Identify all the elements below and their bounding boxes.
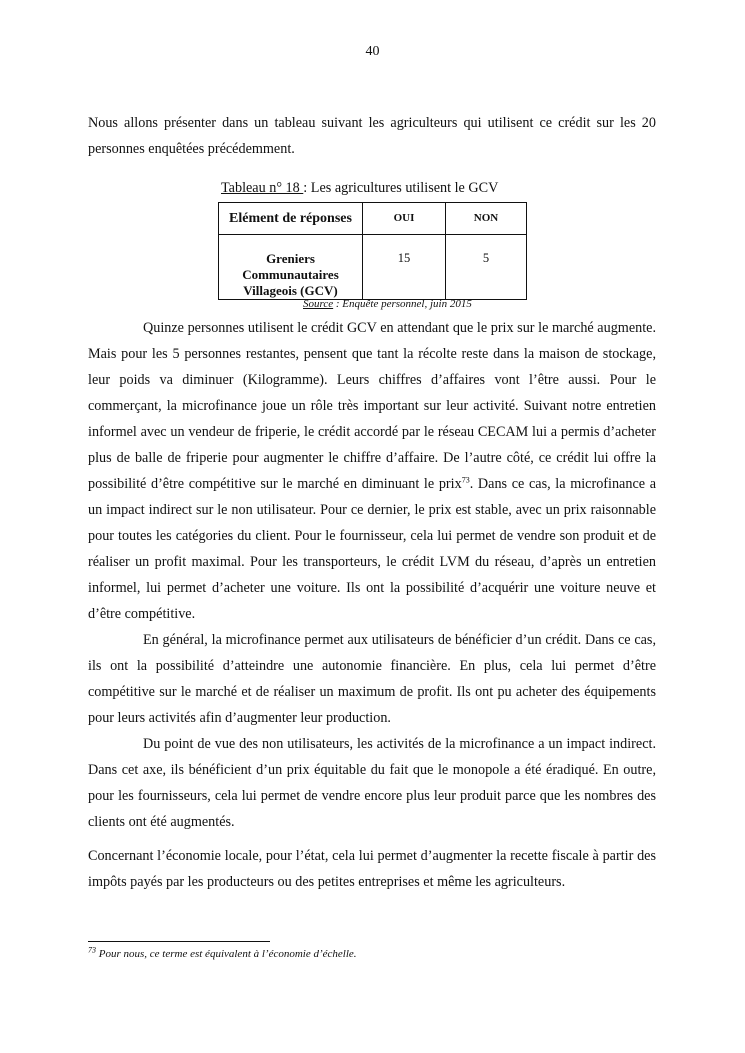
header-oui: OUI	[363, 203, 446, 235]
results-table	[218, 202, 527, 300]
footnote-number: 73	[88, 945, 96, 955]
footnote-separator	[88, 941, 270, 942]
source-text: : Enquête personnel, juin 2015	[333, 298, 472, 310]
paragraph-4: Concernant l’économie locale, pour l’état, cela lui permet d’augmenter la recette fiscale à partir des impôts payés par les producteurs ou des petites entreprises et même les agriculteurs.	[88, 848, 656, 890]
paragraph-1-part-1: Quinze personnes utilisent le crédit GCV en attendant que le prix sur le marché augmente. Mais pour les 5 personnes restantes, pensent que tant la récolte reste dans la maison de stockage, leur poids va diminuer (Kilogramme). Leurs chiffres d’affaires vont l’être aussi. Pour le commerçant, la microfinance joue un rôle très important sur leur activité. Suivant notre entretien informel avec un vendeur de friperie, le crédit accordé par le réseau CECAM lui a permis d’acheter plus de balle de friperie pour augmenter le chiffre d’affaire. De l’autre côté, ce crédit lui offre la possibilité d’être compétitive sur le marché en diminuant le prix	[88, 320, 656, 492]
paragraph-2: En général, la microfinance permet aux utilisateurs de bénéficier d’un crédit. Dans ce cas, ils ont la possibilité d’atteindre une autonomie financière. En plus, cela lui permet d’être compétitive sur le marché et de réaliser un maximum de profit. Ils ont pu acheter des équipements pour leurs activités afin d’augmenter leur production.	[88, 632, 656, 726]
paragraph-3: Du point de vue des non utilisateurs, les activités de la microfinance a un impact indirect. Dans cet axe, ils bénéficient d’un prix équitable du fait que le monopole a été éradiqué. En outre, pour les fournisseurs, cela lui permet de vendre encore plus leur produit parce que les nombres des clients ont été augmentés.	[88, 736, 656, 830]
header-non: NON	[446, 203, 527, 235]
page-number: 40	[365, 44, 380, 59]
table-caption-label: Tableau n° 18	[221, 180, 304, 196]
paragraph-1-part-2: . Dans ce cas, la microfinance a un impact indirect sur le non utilisateur. Pour ce dernier, le prix est stable, avec un prix raisonnable pour toutes les catégories du client. Pour le fournisseur, cela lui permet de vendre son produit et de réaliser un profit maximal. Pour les transporteurs, le crédit LVM du réseau, d’après un entretien informel, lui permet d’acheter une voiture. Ils ont la possibilité d’acquérir une voiture neuve et d’être compétitive.	[88, 476, 656, 622]
header-element: Elément de réponses	[219, 203, 363, 235]
footnote	[88, 945, 357, 960]
paragraph-1	[88, 315, 656, 627]
footnote-reference[interactable]: 73	[461, 475, 470, 485]
footnote-text: Pour nous, ce terme est équivalent à l’économie d’échelle.	[96, 948, 357, 960]
row-oui-value: 15	[363, 235, 446, 300]
table-caption	[221, 180, 498, 197]
table-row	[219, 235, 527, 300]
table-source	[303, 298, 472, 310]
row-non-value: 5	[446, 235, 527, 300]
table-header-row	[219, 203, 527, 235]
row-label: Greniers Communautaires Villageois (GCV)	[219, 235, 363, 300]
table-caption-text: : Les agricultures utilisent le GCV	[303, 180, 499, 196]
source-label: Source	[303, 298, 334, 310]
intro-paragraph: Nous allons présenter dans un tableau suivant les agriculteurs qui utilisent ce crédit sur les 20 personnes enquêtées précédemment.	[88, 115, 656, 157]
